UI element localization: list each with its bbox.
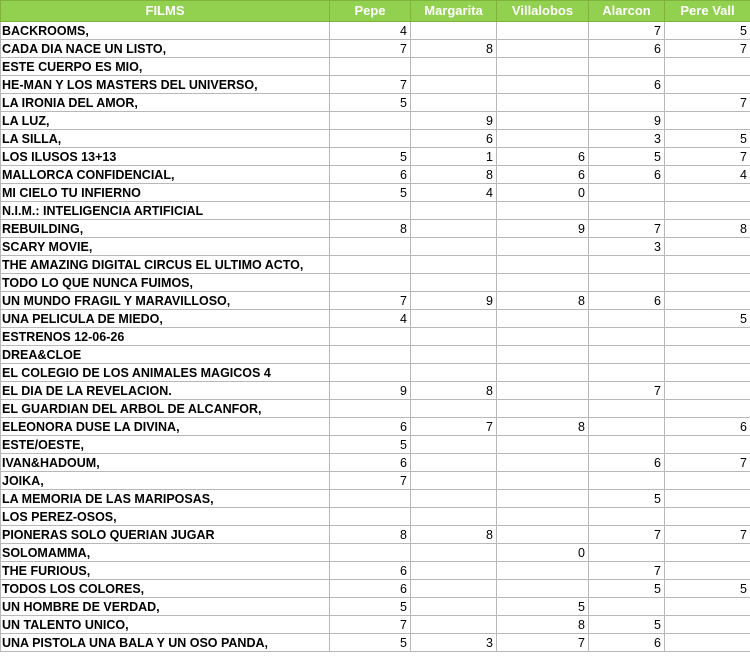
score-pere-vall-cell[interactable] [665,472,750,490]
score-pere-vall-cell[interactable]: 4 [665,166,750,184]
score-pepe-cell[interactable]: 5 [330,148,411,166]
score-villalobos-cell[interactable] [497,274,589,292]
score-alarcon-cell[interactable]: 3 [589,238,665,256]
score-villalobos-cell[interactable] [497,310,589,328]
score-pere-vall-cell[interactable]: 8 [665,220,750,238]
score-pepe-cell[interactable]: 4 [330,310,411,328]
table-row [1,400,750,418]
score-pere-vall-cell[interactable] [665,58,750,76]
score-pepe-cell[interactable]: 6 [330,454,411,472]
film-title-cell[interactable]: LOS PEREZ-OSOS, [1,508,330,526]
score-margarita-cell[interactable] [411,508,497,526]
film-title-cell[interactable]: PIONERAS SOLO QUERIAN JUGAR [1,526,330,544]
film-title-cell[interactable]: LA LUZ, [1,112,330,130]
score-pepe-cell[interactable] [330,112,411,130]
score-alarcon-cell[interactable] [589,94,665,112]
score-alarcon-cell[interactable]: 6 [589,454,665,472]
score-margarita-cell[interactable] [411,598,497,616]
score-villalobos-cell[interactable]: 9 [497,220,589,238]
score-pepe-cell[interactable]: 7 [330,76,411,94]
score-pepe-cell[interactable]: 7 [330,472,411,490]
score-pepe-cell[interactable]: 6 [330,166,411,184]
score-margarita-cell[interactable] [411,202,497,220]
score-margarita-cell[interactable] [411,58,497,76]
score-margarita-cell[interactable] [411,454,497,472]
table-row [1,454,750,472]
score-villalobos-cell[interactable] [497,22,589,40]
score-pepe-cell[interactable] [330,256,411,274]
film-title-cell[interactable]: UNA PELICULA DE MIEDO, [1,310,330,328]
score-margarita-cell[interactable]: 4 [411,184,497,202]
score-pere-vall-cell[interactable]: 7 [665,94,750,112]
score-alarcon-cell[interactable]: 7 [589,526,665,544]
score-villalobos-cell[interactable]: 7 [497,634,589,652]
film-title-cell[interactable]: LA SILLA, [1,130,330,148]
score-villalobos-cell[interactable] [497,94,589,112]
film-title-cell[interactable]: MI CIELO TU INFIERNO [1,184,330,202]
table-row [1,472,750,490]
score-alarcon-cell[interactable] [589,472,665,490]
score-alarcon-cell[interactable]: 7 [589,220,665,238]
score-margarita-cell[interactable] [411,22,497,40]
score-villalobos-cell[interactable]: 0 [497,544,589,562]
score-alarcon-cell[interactable]: 7 [589,562,665,580]
score-margarita-cell[interactable]: 3 [411,634,497,652]
score-pepe-cell[interactable] [330,328,411,346]
score-pepe-cell[interactable]: 8 [330,526,411,544]
score-pere-vall-cell[interactable] [665,274,750,292]
score-villalobos-cell[interactable] [497,58,589,76]
score-pere-vall-cell[interactable] [665,364,750,382]
film-title-cell[interactable]: TODOS LOS COLORES, [1,580,330,598]
table-row [1,346,750,364]
score-margarita-cell[interactable]: 1 [411,148,497,166]
table-row [1,328,750,346]
score-alarcon-cell[interactable]: 7 [589,22,665,40]
score-alarcon-cell[interactable] [589,274,665,292]
film-title-cell[interactable]: N.I.M.: INTELIGENCIA ARTIFICIAL [1,202,330,220]
score-margarita-cell[interactable]: 8 [411,166,497,184]
score-pepe-cell[interactable] [330,490,411,508]
score-villalobos-cell[interactable] [497,130,589,148]
score-alarcon-cell[interactable] [589,598,665,616]
table-row [1,382,750,400]
score-alarcon-cell[interactable] [589,346,665,364]
score-alarcon-cell[interactable]: 6 [589,76,665,94]
score-pepe-cell[interactable]: 5 [330,436,411,454]
table-row [1,76,750,94]
score-alarcon-cell[interactable] [589,256,665,274]
film-title-cell[interactable]: THE AMAZING DIGITAL CIRCUS EL ULTIMO ACTO, [1,256,330,274]
score-pepe-cell[interactable] [330,274,411,292]
score-villalobos-cell[interactable] [497,256,589,274]
score-pere-vall-cell[interactable] [665,508,750,526]
score-pepe-cell[interactable]: 4 [330,22,411,40]
table-row [1,184,750,202]
table-row [1,436,750,454]
score-pepe-cell[interactable]: 6 [330,580,411,598]
table-row [1,22,750,40]
score-pere-vall-cell[interactable] [665,112,750,130]
score-villalobos-cell[interactable]: 5 [497,598,589,616]
score-margarita-cell[interactable]: 9 [411,292,497,310]
table-row [1,148,750,166]
score-margarita-cell[interactable] [411,328,497,346]
score-villalobos-cell[interactable] [497,454,589,472]
film-title-cell[interactable]: ESTE CUERPO ES MIO, [1,58,330,76]
film-title-cell[interactable]: THE FURIOUS, [1,562,330,580]
score-pere-vall-cell[interactable] [665,256,750,274]
film-title-cell[interactable]: LA IRONIA DEL AMOR, [1,94,330,112]
header-films[interactable]: FILMS [1,1,330,22]
film-title-cell[interactable]: REBUILDING, [1,220,330,238]
film-title-cell[interactable]: UNA PISTOLA UNA BALA Y UN OSO PANDA, [1,634,330,652]
film-title-cell[interactable]: ELEONORA DUSE LA DIVINA, [1,418,330,436]
score-margarita-cell[interactable] [411,220,497,238]
score-pepe-cell[interactable]: 5 [330,598,411,616]
score-margarita-cell[interactable] [411,94,497,112]
score-villalobos-cell[interactable]: 8 [497,418,589,436]
score-villalobos-cell[interactable]: 8 [497,292,589,310]
table-row [1,418,750,436]
score-alarcon-cell[interactable] [589,544,665,562]
film-title-cell[interactable]: EL DIA DE LA REVELACION. [1,382,330,400]
header-row [1,1,750,22]
table-row [1,130,750,148]
score-margarita-cell[interactable] [411,238,497,256]
score-alarcon-cell[interactable] [589,436,665,454]
score-villalobos-cell[interactable] [497,436,589,454]
score-pere-vall-cell[interactable]: 5 [665,580,750,598]
score-pere-vall-cell[interactable] [665,616,750,634]
score-alarcon-cell[interactable] [589,400,665,418]
header-alarcon[interactable]: Alarcon [589,1,665,22]
score-pere-vall-cell[interactable] [665,292,750,310]
score-margarita-cell[interactable] [411,256,497,274]
score-villalobos-cell[interactable] [497,472,589,490]
score-pere-vall-cell[interactable] [665,400,750,418]
score-alarcon-cell[interactable] [589,310,665,328]
score-margarita-cell[interactable]: 8 [411,382,497,400]
table-body [1,22,750,652]
score-margarita-cell[interactable] [411,580,497,598]
score-villalobos-cell[interactable]: 0 [497,184,589,202]
score-margarita-cell[interactable] [411,472,497,490]
score-villalobos-cell[interactable] [497,400,589,418]
table-row [1,202,750,220]
score-pere-vall-cell[interactable] [665,76,750,94]
film-title-cell[interactable]: ESTRENOS 12-06-26 [1,328,330,346]
score-pepe-cell[interactable]: 7 [330,292,411,310]
table-row [1,526,750,544]
score-pepe-cell[interactable]: 6 [330,562,411,580]
score-pere-vall-cell[interactable] [665,202,750,220]
score-pepe-cell[interactable]: 8 [330,220,411,238]
score-pepe-cell[interactable]: 5 [330,94,411,112]
score-pere-vall-cell[interactable]: 7 [665,148,750,166]
score-villalobos-cell[interactable]: 8 [497,616,589,634]
score-villalobos-cell[interactable] [497,580,589,598]
score-pere-vall-cell[interactable] [665,562,750,580]
score-pere-vall-cell[interactable]: 6 [665,418,750,436]
score-margarita-cell[interactable] [411,346,497,364]
score-pepe-cell[interactable]: 5 [330,184,411,202]
score-villalobos-cell[interactable] [497,40,589,58]
header-margarita[interactable]: Margarita [411,1,497,22]
table-row [1,238,750,256]
score-alarcon-cell[interactable]: 7 [589,382,665,400]
table-row [1,292,750,310]
film-title-cell[interactable]: ESTE/OESTE, [1,436,330,454]
film-title-cell[interactable]: UN HOMBRE DE VERDAD, [1,598,330,616]
score-alarcon-cell[interactable] [589,364,665,382]
score-pere-vall-cell[interactable] [665,184,750,202]
score-pepe-cell[interactable] [330,400,411,418]
score-margarita-cell[interactable] [411,310,497,328]
score-margarita-cell[interactable] [411,490,497,508]
score-alarcon-cell[interactable] [589,58,665,76]
score-alarcon-cell[interactable]: 5 [589,616,665,634]
score-villalobos-cell[interactable] [497,526,589,544]
film-title-cell[interactable]: LA MEMORIA DE LAS MARIPOSAS, [1,490,330,508]
score-margarita-cell[interactable] [411,544,497,562]
film-title-cell[interactable]: SCARY MOVIE, [1,238,330,256]
score-alarcon-cell[interactable] [589,508,665,526]
film-title-cell[interactable]: LOS ILUSOS 13+13 [1,148,330,166]
header-pepe[interactable]: Pepe [330,1,411,22]
score-villalobos-cell[interactable]: 6 [497,148,589,166]
score-villalobos-cell[interactable] [497,346,589,364]
table-row [1,544,750,562]
score-pepe-cell[interactable]: 7 [330,616,411,634]
score-margarita-cell[interactable] [411,76,497,94]
score-pere-vall-cell[interactable] [665,346,750,364]
table-row [1,274,750,292]
score-villalobos-cell[interactable] [497,76,589,94]
score-villalobos-cell[interactable] [497,562,589,580]
score-pere-vall-cell[interactable] [665,238,750,256]
score-margarita-cell[interactable]: 6 [411,130,497,148]
score-alarcon-cell[interactable]: 6 [589,292,665,310]
film-title-cell[interactable]: HE-MAN Y LOS MASTERS DEL UNIVERSO, [1,76,330,94]
film-title-cell[interactable]: CADA DIA NACE UN LISTO, [1,40,330,58]
score-alarcon-cell[interactable] [589,202,665,220]
score-villalobos-cell[interactable] [497,328,589,346]
score-pepe-cell[interactable] [330,202,411,220]
score-alarcon-cell[interactable]: 5 [589,148,665,166]
score-villalobos-cell[interactable] [497,202,589,220]
film-title-cell[interactable]: EL GUARDIAN DEL ARBOL DE ALCANFOR, [1,400,330,418]
table-row [1,310,750,328]
score-villalobos-cell[interactable] [497,238,589,256]
score-pepe-cell[interactable]: 6 [330,418,411,436]
table-row [1,256,750,274]
score-villalobos-cell[interactable] [497,112,589,130]
film-title-cell[interactable]: TODO LO QUE NUNCA FUIMOS, [1,274,330,292]
score-pere-vall-cell[interactable] [665,328,750,346]
table-row [1,634,750,652]
score-pepe-cell[interactable] [330,58,411,76]
score-alarcon-cell[interactable]: 5 [589,490,665,508]
score-pere-vall-cell[interactable]: 7 [665,526,750,544]
score-alarcon-cell[interactable]: 5 [589,580,665,598]
score-pepe-cell[interactable] [330,508,411,526]
table-row [1,562,750,580]
score-alarcon-cell[interactable]: 6 [589,634,665,652]
table-row [1,220,750,238]
score-pepe-cell[interactable]: 7 [330,40,411,58]
score-villalobos-cell[interactable]: 6 [497,166,589,184]
header-villalobos[interactable]: Villalobos [497,1,589,22]
score-pepe-cell[interactable]: 5 [330,634,411,652]
score-margarita-cell[interactable] [411,400,497,418]
score-margarita-cell[interactable] [411,562,497,580]
table-row [1,508,750,526]
score-alarcon-cell[interactable]: 3 [589,130,665,148]
table-row [1,58,750,76]
score-alarcon-cell[interactable]: 6 [589,40,665,58]
film-title-cell[interactable]: UN TALENTO UNICO, [1,616,330,634]
film-title-cell[interactable]: SOLOMAMMA, [1,544,330,562]
score-pepe-cell[interactable] [330,346,411,364]
header-pere-vall[interactable]: Pere Vall [665,1,750,22]
score-pepe-cell[interactable] [330,238,411,256]
score-pepe-cell[interactable] [330,544,411,562]
score-alarcon-cell[interactable] [589,328,665,346]
table-row [1,616,750,634]
table-row [1,40,750,58]
score-alarcon-cell[interactable] [589,184,665,202]
table-row [1,364,750,382]
score-pere-vall-cell[interactable]: 5 [665,130,750,148]
score-margarita-cell[interactable] [411,616,497,634]
score-margarita-cell[interactable]: 9 [411,112,497,130]
score-pere-vall-cell[interactable]: 7 [665,454,750,472]
score-pepe-cell[interactable] [330,130,411,148]
table-row [1,112,750,130]
film-title-cell[interactable]: IVAN&HADOUM, [1,454,330,472]
score-pere-vall-cell[interactable] [665,382,750,400]
score-alarcon-cell[interactable]: 9 [589,112,665,130]
score-pere-vall-cell[interactable]: 7 [665,40,750,58]
table-row [1,598,750,616]
score-pere-vall-cell[interactable] [665,436,750,454]
score-villalobos-cell[interactable] [497,508,589,526]
table-row [1,490,750,508]
table-row [1,166,750,184]
score-pere-vall-cell[interactable] [665,598,750,616]
score-pere-vall-cell[interactable] [665,634,750,652]
score-margarita-cell[interactable] [411,364,497,382]
film-title-cell[interactable]: UN MUNDO FRAGIL Y MARAVILLOSO, [1,292,330,310]
score-villalobos-cell[interactable] [497,382,589,400]
film-title-cell[interactable]: JOIKA, [1,472,330,490]
score-margarita-cell[interactable]: 7 [411,418,497,436]
score-pepe-cell[interactable] [330,364,411,382]
score-villalobos-cell[interactable] [497,490,589,508]
table-row [1,580,750,598]
film-title-cell[interactable]: MALLORCA CONFIDENCIAL, [1,166,330,184]
score-margarita-cell[interactable]: 8 [411,526,497,544]
score-pere-vall-cell[interactable] [665,490,750,508]
score-alarcon-cell[interactable]: 6 [589,166,665,184]
score-pepe-cell[interactable]: 9 [330,382,411,400]
score-villalobos-cell[interactable] [497,364,589,382]
film-title-cell[interactable]: EL COLEGIO DE LOS ANIMALES MAGICOS 4 [1,364,330,382]
score-pere-vall-cell[interactable]: 5 [665,310,750,328]
score-pere-vall-cell[interactable] [665,544,750,562]
score-margarita-cell[interactable] [411,274,497,292]
score-margarita-cell[interactable] [411,436,497,454]
film-title-cell[interactable]: DREA&CLOE [1,346,330,364]
table-row [1,94,750,112]
score-alarcon-cell[interactable] [589,418,665,436]
score-margarita-cell[interactable]: 8 [411,40,497,58]
film-title-cell[interactable]: BACKROOMS, [1,22,330,40]
score-pere-vall-cell[interactable]: 5 [665,22,750,40]
